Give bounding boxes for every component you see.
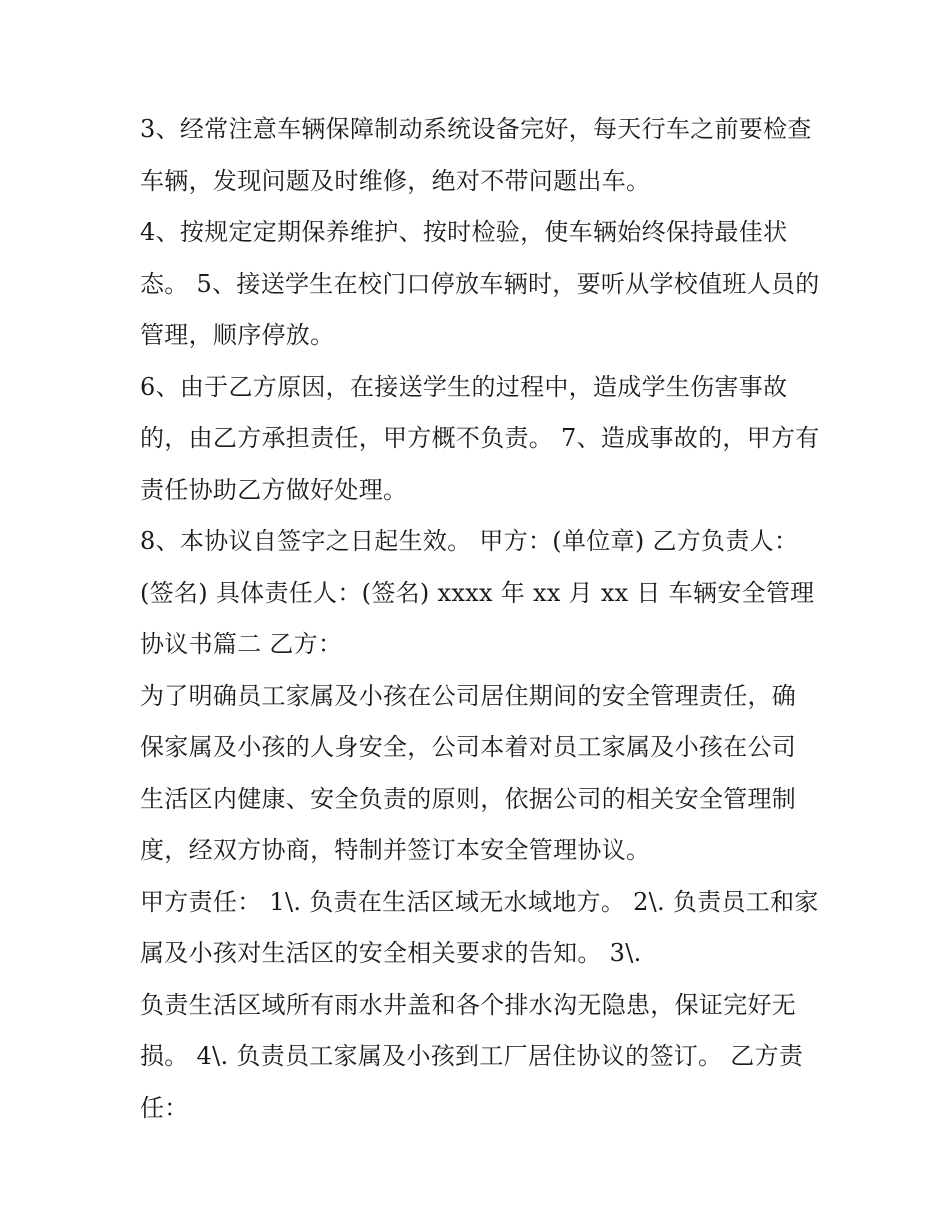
paragraph-item-8-signatures: 8、本协议自签字之日起生效。 甲方：(单位章) 乙方负责人：(签名) 具体责任人：(签名) xxxx 年 xx 月 xx 日 车辆安全管理协议书篇二 乙方： [140,527,815,658]
paragraph-purpose: 为了明确员工家属及小孩在公司居住期间的安全管理责任，确保家属及小孩的人身安全，公司本着对员工家属及小孩在公司生活区内健康、安全负责的原则，依据公司的相关安全管理制度，经双方协商，特制并签订本安全管理协议。 [140,681,797,864]
paragraph-item-6-7: 6、由于乙方原因，在接送学生的过程中，造成学生伤害事故的，由乙方承担责任，甲方概不负责。 7、造成事故的，甲方有责任协助乙方做好处理。 [140,372,820,504]
document-body [140,104,820,1134]
paragraph-item-3: 3、经常注意车辆保障制动系统设备完好，每天行车之前要检查车辆，发现问题及时维修，绝对不带问题出车。 [140,115,812,195]
paragraph-item-4-5: 4、按规定定期保养维护、按时检验，使车辆始终保持最佳状态。 5、接送学生在校门口停放车辆时，要听从学校值班人员的管理，顺序停放。 [140,218,820,349]
paragraph-party-a-duties: 甲方责任： 1\. 负责在生活区域无水域地方。 2\. 负责员工和家属及小孩对生活区的安全相关要求的告知。 3\. [140,887,819,967]
paragraph-party-a-duties-cont: 负责生活区域所有雨水井盖和各个排水沟无隐患，保证完好无损。 4\. 负责员工家属及小孩到工厂居住协议的签订。 乙方责任： [140,990,804,1122]
